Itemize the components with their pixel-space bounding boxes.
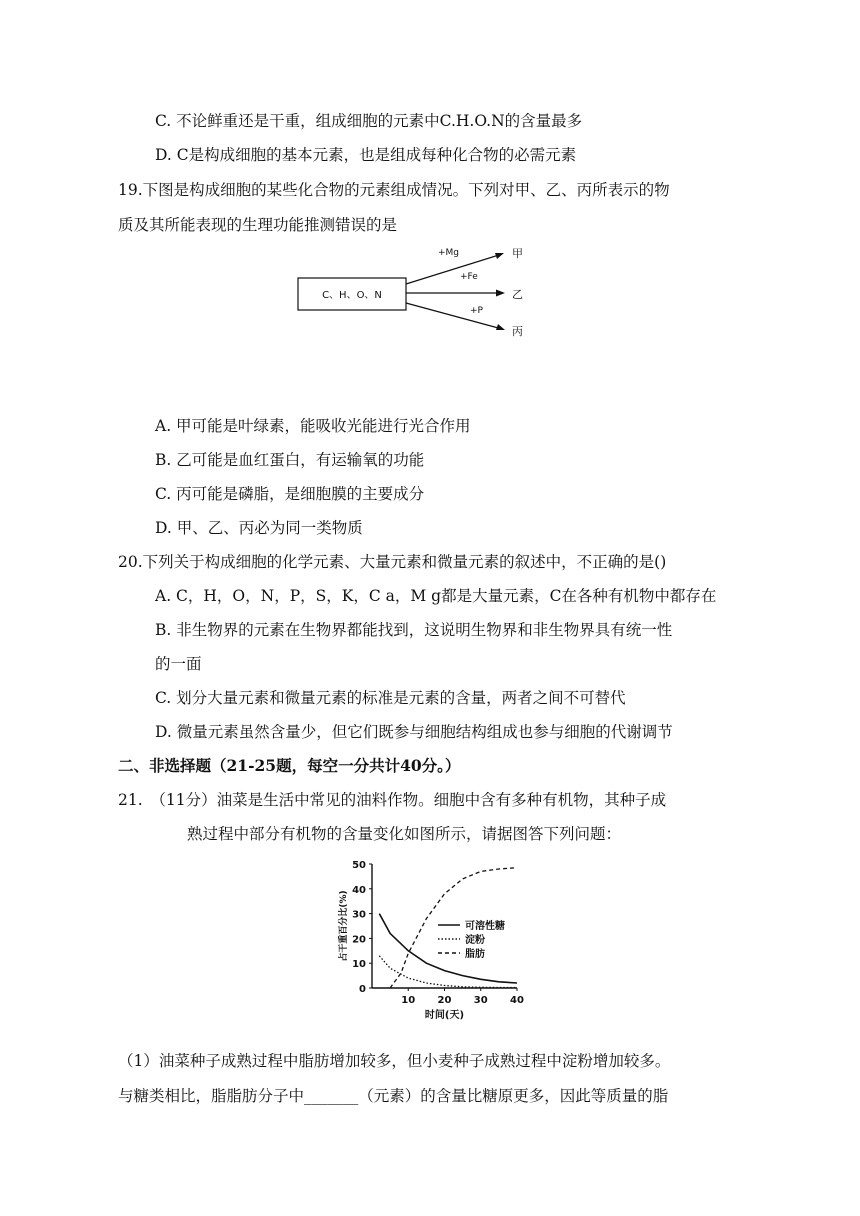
question-21-stem-1: 21. （11分）油菜是生活中常见的油料作物。细胞中含有多种有机物，其种子成	[118, 791, 667, 809]
legend-label-3: 脂肪	[465, 949, 485, 960]
legend-label-1: 可溶性糖	[465, 921, 505, 932]
organic-content-chart	[330, 850, 570, 1030]
question-19-stem-2: 质及其所能表现的生理功能推测错误的是	[118, 216, 398, 234]
y-tick-label: 10	[352, 959, 366, 971]
arrow-bing	[406, 303, 502, 329]
product-yi: 乙	[512, 288, 523, 301]
option-b-20-1: B. 非生物界的元素在生物界都能找到，这说明生物界和非生物界具有统一性	[155, 621, 673, 639]
option-d-18: D. C是构成细胞的基本元素，也是组成每种化合物的必需元素	[155, 146, 577, 164]
x-tick-label: 20	[437, 995, 452, 1006]
legend-label-2: 淀粉	[465, 935, 485, 946]
question-21-part-1-b: 与糖类相比，脂脂肪分子中_______（元素）的含量比糖原更多，因此等质量的脂	[118, 1087, 669, 1105]
y-tick-label: 0	[359, 984, 366, 995]
option-c-18: C. 不论鲜重还是干重，组成细胞的元素中C.H.O.N的含量最多	[155, 112, 583, 130]
option-b-19: B. 乙可能是血红蛋白，有运输氧的功能	[155, 451, 425, 469]
option-d-19: D. 甲、乙、丙必为同一类物质	[155, 519, 363, 537]
y-tick-label: 50	[352, 860, 366, 871]
question-19-stem-1: 19.下图是构成细胞的某些化合物的元素组成情况。下列对甲、乙、丙所表示的物	[118, 181, 670, 199]
x-tick-label: 10	[401, 995, 416, 1006]
option-b-20-2: 的一面	[155, 655, 202, 673]
arrow-jia	[406, 254, 502, 284]
product-jia: 甲	[512, 247, 523, 260]
question-21-part-1-a: （1）油菜种子成熟过程中脂肪增加较多，但小麦种子成熟过程中淀粉增加较多。	[118, 1052, 671, 1070]
product-bing: 丙	[512, 325, 523, 338]
option-c-19: C. 丙可能是磷脂，是细胞膜的主要成分	[155, 485, 425, 503]
option-a-20: A. C，H，O，N，P，S，K，C a，M g都是大量元素，C在各种有机物中都存在	[155, 587, 717, 605]
y-tick-label: 40	[352, 884, 366, 896]
branch-p-label: +P	[470, 306, 483, 316]
option-c-20: C. 划分大量元素和微量元素的标准是元素的含量，两者之间不可替代	[155, 689, 626, 707]
x-tick-label: 30	[473, 995, 488, 1006]
diagram-box-label: C、H、O、N	[322, 290, 382, 301]
y-tick-label: 20	[352, 934, 366, 946]
question-20-stem: 20.下列关于构成细胞的化学元素、大量元素和微量元素的叙述中，不正确的是()	[118, 553, 667, 571]
branch-mg-label: +Mg	[438, 248, 460, 258]
element-composition-diagram	[290, 240, 550, 340]
x-tick-label: 40	[510, 995, 524, 1006]
question-21-stem-2: 熟过程中部分有机物的含量变化如图所示，请据图答下列问题：	[187, 825, 622, 843]
option-d-20: D. 微量元素虽然含量少，但它们既参与细胞结构组成也参与细胞的代谢调节	[155, 723, 673, 741]
branch-fe-label: +Fe	[460, 272, 478, 282]
y-axis-label: 占干重百分比(%)	[339, 890, 349, 962]
x-axis-label: 时间(天)	[424, 1010, 465, 1021]
option-a-19: A. 甲可能是叶绿素，能吸收光能进行光合作用	[155, 417, 471, 435]
y-tick-label: 30	[352, 909, 366, 921]
section-heading: 二、非选择题（21-25题，每空一分共计40分。）	[118, 756, 461, 775]
